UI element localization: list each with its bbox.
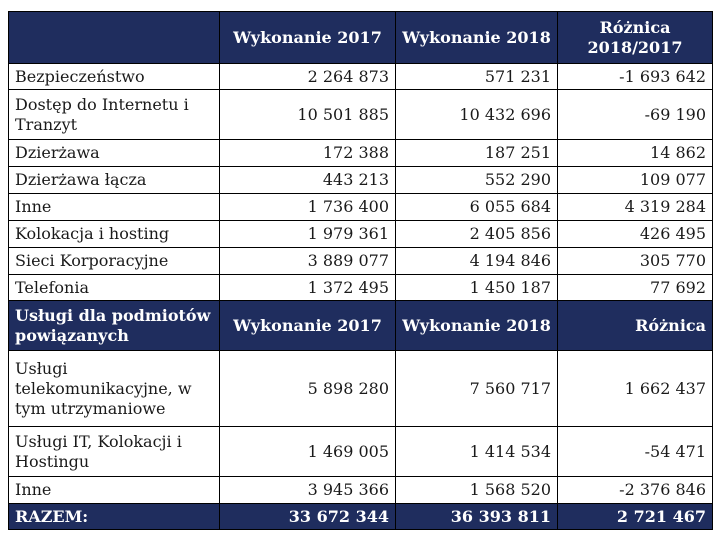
row-value-diff: -1 693 642 — [558, 64, 713, 90]
row-value-2018: 1 568 520 — [396, 477, 558, 504]
row-value-2017: 5 898 280 — [220, 351, 396, 427]
row-value-2018: 7 560 717 — [396, 351, 558, 427]
table-row — [9, 167, 713, 194]
row-value-diff: 426 495 — [558, 221, 713, 248]
row-value-2017: 10 501 885 — [220, 90, 396, 140]
row-value-diff: 305 770 — [558, 248, 713, 275]
row-value-diff: 109 077 — [558, 167, 713, 194]
row-value-diff: 14 862 — [558, 140, 713, 167]
table-row — [9, 90, 713, 140]
row-value-2018: 2 405 856 — [396, 221, 558, 248]
section2-header-col-2017: Wykonanie 2017 — [220, 301, 396, 351]
row-value-diff: 4 319 284 — [558, 194, 713, 221]
total-row — [9, 504, 713, 530]
total-value-diff: 2 721 467 — [558, 504, 713, 530]
row-value-diff: -69 190 — [558, 90, 713, 140]
row-label: Usługi IT, Kolokacji i Hostingu — [9, 427, 220, 477]
row-value-diff: 77 692 — [558, 275, 713, 301]
row-label: Kolokacja i hosting — [9, 221, 220, 248]
row-label: Usługi telekomunikacyjne, w tym utrzymaniowe — [9, 351, 220, 427]
section1-header-col-2017: Wykonanie 2017 — [220, 12, 396, 64]
row-value-2017: 1 736 400 — [220, 194, 396, 221]
section2-header-label: Usługi dla podmiotów powiązanych — [9, 301, 220, 351]
row-label: Inne — [9, 194, 220, 221]
row-value-diff: -54 471 — [558, 427, 713, 477]
row-value-2018: 187 251 — [396, 140, 558, 167]
row-value-2017: 1 372 495 — [220, 275, 396, 301]
total-value-2018: 36 393 811 — [396, 504, 558, 530]
row-value-2017: 443 213 — [220, 167, 396, 194]
section2-header-row — [9, 301, 713, 351]
table-row — [9, 351, 713, 427]
row-label: Dzierżawa łącza — [9, 167, 220, 194]
row-value-2018: 571 231 — [396, 64, 558, 90]
row-value-2018: 1 450 187 — [396, 275, 558, 301]
row-label: Sieci Korporacyjne — [9, 248, 220, 275]
row-label: Telefonia — [9, 275, 220, 301]
table-row — [9, 477, 713, 504]
row-label: Inne — [9, 477, 220, 504]
row-value-2017: 1 979 361 — [220, 221, 396, 248]
section1-header-col-2018: Wykonanie 2018 — [396, 12, 558, 64]
row-value-2018: 6 055 684 — [396, 194, 558, 221]
row-value-2018: 1 414 534 — [396, 427, 558, 477]
row-label: Dzierżawa — [9, 140, 220, 167]
row-value-2018: 552 290 — [396, 167, 558, 194]
row-label: Dostęp do Internetu i Tranzyt — [9, 90, 220, 140]
table-row — [9, 221, 713, 248]
row-value-2017: 3 889 077 — [220, 248, 396, 275]
section2-header-col-2018: Wykonanie 2018 — [396, 301, 558, 351]
row-value-2018: 4 194 846 — [396, 248, 558, 275]
table-row — [9, 64, 713, 90]
row-value-diff: 1 662 437 — [558, 351, 713, 427]
row-value-2017: 3 945 366 — [220, 477, 396, 504]
row-value-2017: 172 388 — [220, 140, 396, 167]
table-row — [9, 275, 713, 301]
total-value-2017: 33 672 344 — [220, 504, 396, 530]
table-row — [9, 248, 713, 275]
table-row — [9, 194, 713, 221]
section1-header-col-diff: Różnica 2018/2017 — [558, 12, 713, 64]
row-label: Bezpieczeństwo — [9, 64, 220, 90]
table-row — [9, 140, 713, 167]
row-value-2018: 10 432 696 — [396, 90, 558, 140]
row-value-diff: -2 376 846 — [558, 477, 713, 504]
section1-header-label — [9, 12, 220, 64]
section1-header-row — [9, 12, 713, 64]
row-value-2017: 2 264 873 — [220, 64, 396, 90]
section2-header-col-diff: Różnica — [558, 301, 713, 351]
total-label: RAZEM: — [9, 504, 220, 530]
financial-table — [8, 11, 713, 530]
table-row — [9, 427, 713, 477]
row-value-2017: 1 469 005 — [220, 427, 396, 477]
